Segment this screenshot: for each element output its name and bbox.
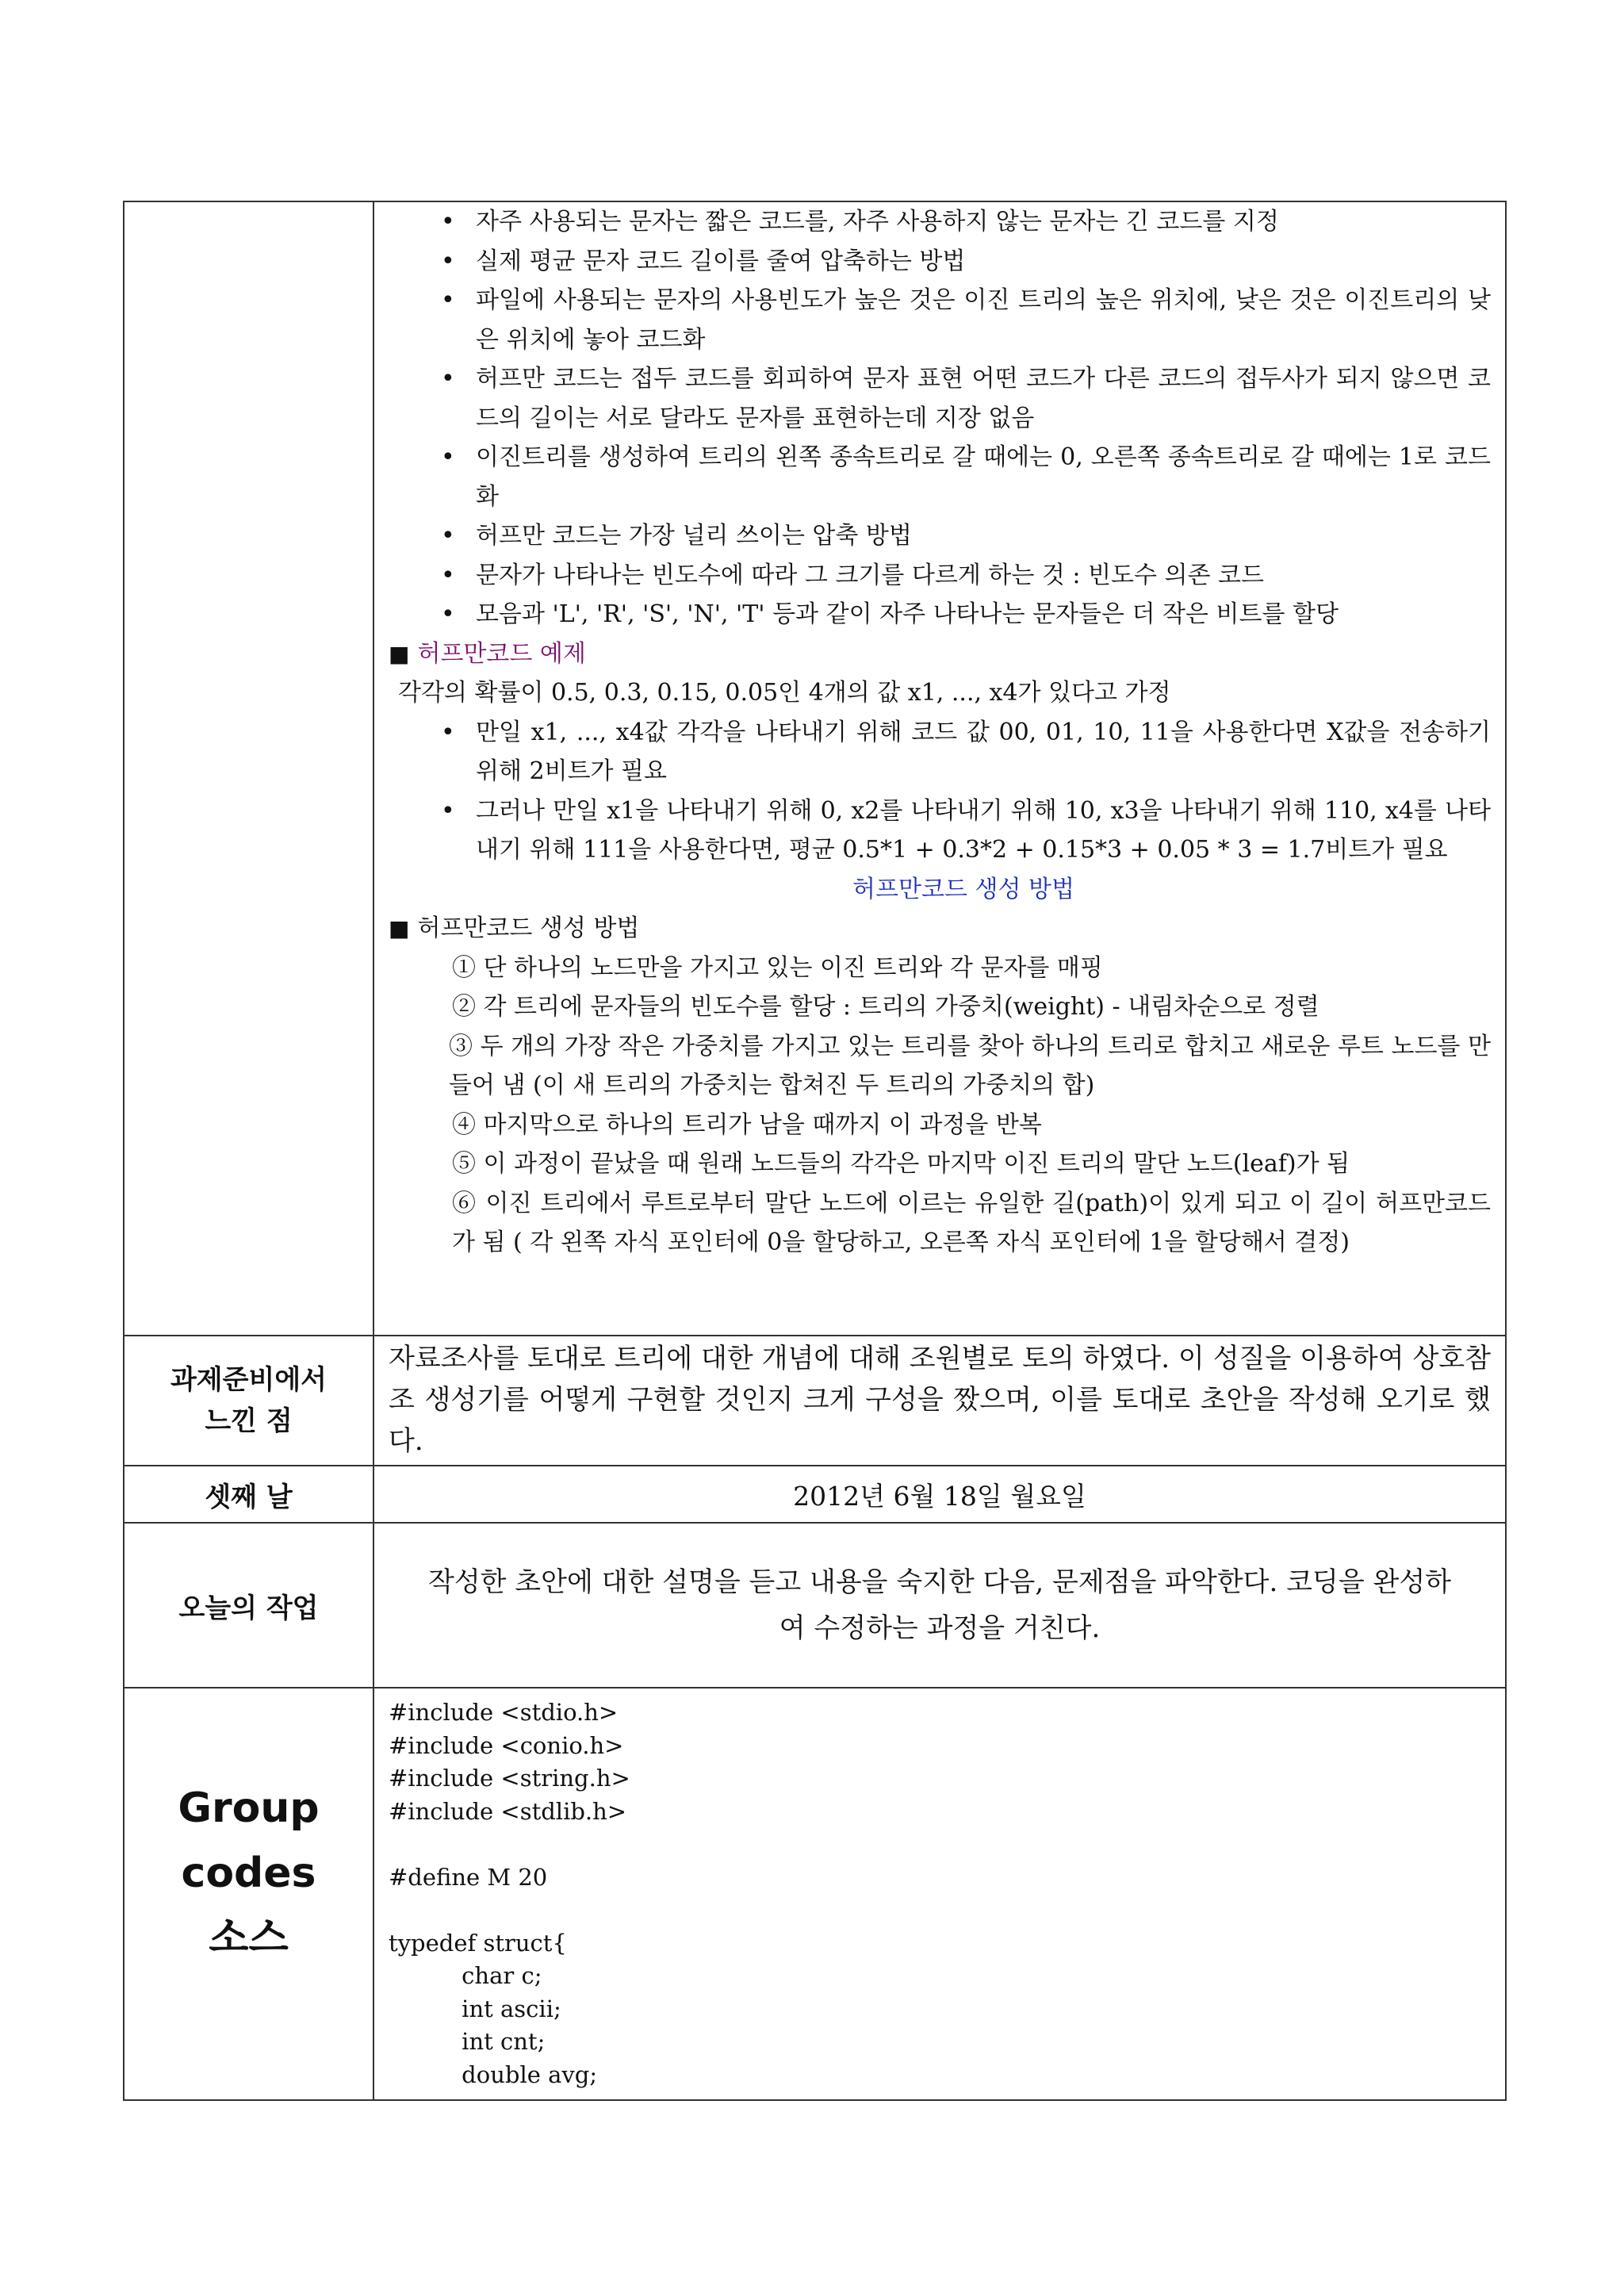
list-item: ⑥ 이진 트리에서 루트로부터 말단 노드에 이르는 유일한 길(path)이 있게 되고 이 길이 허프만코드가 됨 ( 각 왼쪽 자식 포인터에 0을 할당하고, 오른쪽 자식 포인터에 1을 할당해서 결정) bbox=[452, 1189, 1491, 1256]
reflection-label bbox=[124, 1336, 373, 1466]
square-bullet-icon: ■ bbox=[389, 915, 410, 941]
list-item: • 문자가 나타나는 빈도수에 따라 그 크기를 다르게 하는 것 : 빈도수 의존 코드 bbox=[476, 556, 1491, 596]
list-item: • 허프만 코드는 가장 널리 쓰이는 압축 방법 bbox=[476, 516, 1491, 556]
day3-date: 2012년 6월 18일 월요일 bbox=[373, 1466, 1506, 1523]
day3-row bbox=[124, 1466, 1506, 1523]
reflection-text: 자료조사를 토대로 트리에 대한 개념에 대해 조원별로 토의 하였다. 이 성질을 이용하여 상호참조 생성기를 어떻게 구현할 것인지 크게 구성을 짰으며, 이를 토대로 초안을 작성해 오기로 했다. bbox=[373, 1336, 1506, 1466]
group-codes-label bbox=[124, 1688, 373, 2100]
list-item: • 자주 사용되는 문자는 짧은 코드를, 자주 사용하지 않는 문자는 긴 코드를 지정 bbox=[476, 202, 1491, 242]
method-steps bbox=[389, 949, 1491, 1263]
method-heading-text: 허프만코드 생성 방법 bbox=[417, 914, 640, 942]
example-bullet-list bbox=[389, 713, 1491, 870]
list-item: • 허프만 코드는 접두 코드를 회피하여 문자 표현 어떤 코드가 다른 코드의 접두사가 되지 않으면 코드의 길이는 서로 달라도 문자를 표현하는데 지장 없음 bbox=[476, 359, 1491, 438]
group-codes-label-line2: codes bbox=[181, 1849, 316, 1897]
group-codes-label-line1: Group bbox=[178, 1784, 320, 1832]
list-item: ④ 마지막으로 하나의 트리가 남을 때까지 이 과정을 반복 bbox=[452, 1110, 1042, 1139]
list-item: ⑤ 이 과정이 끝났을 때 원래 노드들의 각각은 마지막 이진 트리의 말단 노드(leaf)가 됨 bbox=[452, 1150, 1350, 1178]
source-code-block: #include <stdio.h> #include <conio.h> #include <string.h> #include <stdlib.h> #define M 20 typedef struct{ char c; int ascii; int cnt; double avg; bbox=[373, 1688, 1506, 2100]
method-heading bbox=[389, 909, 1491, 949]
huffman-notes-row bbox=[124, 201, 1506, 1336]
group-codes-label-line3: 소스 bbox=[209, 1915, 289, 1962]
today-work-text: 작성한 초안에 대한 설명을 듣고 내용을 숙지한 다음, 문제점을 파악한다. 코딩을 완성하여 수정하는 과정을 거친다. bbox=[373, 1523, 1506, 1688]
journal-table bbox=[123, 201, 1507, 2101]
list-item: • 이진트리를 생성하여 트리의 왼쪽 종속트리로 갈 때에는 0, 오른쪽 종속트리로 갈 때에는 1로 코드화 bbox=[476, 438, 1491, 516]
today-work-row bbox=[124, 1523, 1506, 1688]
empty-label-cell bbox=[124, 201, 373, 1336]
square-bullet-icon: ■ bbox=[389, 640, 410, 667]
list-item: • 만일 x1, ..., x4값 각각을 나타내기 위해 코드 값 00, 01, 10, 11을 사용한다면 X값을 전송하기 위해 2비트가 필요 bbox=[476, 713, 1491, 792]
huffman-bullet-list bbox=[389, 202, 1491, 634]
list-item: ② 각 트리에 문자들의 빈도수를 할당 : 트리의 가중치(weight) - 내림차순으로 정렬 bbox=[452, 993, 1320, 1021]
list-item: ① 단 하나의 노드만을 가지고 있는 이진 트리와 각 문자를 매핑 bbox=[452, 953, 1103, 982]
example-heading bbox=[389, 634, 1491, 674]
method-title: 허프만코드 생성 방법 bbox=[852, 875, 1074, 903]
list-item: ③ 두 개의 가장 작은 가중치를 가지고 있는 트리를 찾아 하나의 트리로 합치고 새로운 루트 노드를 만들어 냄 (이 새 트리의 가중치는 합쳐진 두 트리의 가중치의 합) bbox=[449, 1032, 1491, 1099]
list-item: • 모음과 'L', 'R', 'S', 'N', 'T' 등과 같이 자주 나타나는 문자들은 더 작은 비트를 할당 bbox=[476, 595, 1491, 634]
reflection-label-line1: 과제준비에서 bbox=[170, 1364, 327, 1396]
example-intro: 각각의 확률이 0.5, 0.3, 0.15, 0.05인 4개의 값 x1, ..., x4가 있다고 가정 bbox=[398, 679, 1171, 707]
list-item: • 그러나 만일 x1을 나타내기 위해 0, x2를 나타내기 위해 10, x3을 나타내기 위해 110, x4를 나타내기 위해 111을 사용한다면, 평균 0.5*1 + 0.3*2 + 0.15*3 + 0.05 * 3 = 1.7비트가 필요 bbox=[476, 792, 1491, 870]
list-item: • 파일에 사용되는 문자의 사용빈도가 높은 것은 이진 트리의 높은 위치에, 낮은 것은 이진트리의 낮은 위치에 놓아 코드화 bbox=[476, 281, 1491, 359]
example-heading-text: 허프만코드 예제 bbox=[417, 639, 586, 668]
group-codes-row bbox=[124, 1688, 1506, 2100]
list-item: • 실제 평균 문자 코드 길이를 줄여 압축하는 방법 bbox=[476, 242, 1491, 282]
day3-label: 셋째 날 bbox=[124, 1466, 373, 1523]
reflection-row bbox=[124, 1336, 1506, 1466]
huffman-notes-cell bbox=[373, 201, 1506, 1336]
reflection-label-line2: 느낀 점 bbox=[205, 1405, 293, 1437]
today-work-label: 오늘의 작업 bbox=[124, 1523, 373, 1688]
